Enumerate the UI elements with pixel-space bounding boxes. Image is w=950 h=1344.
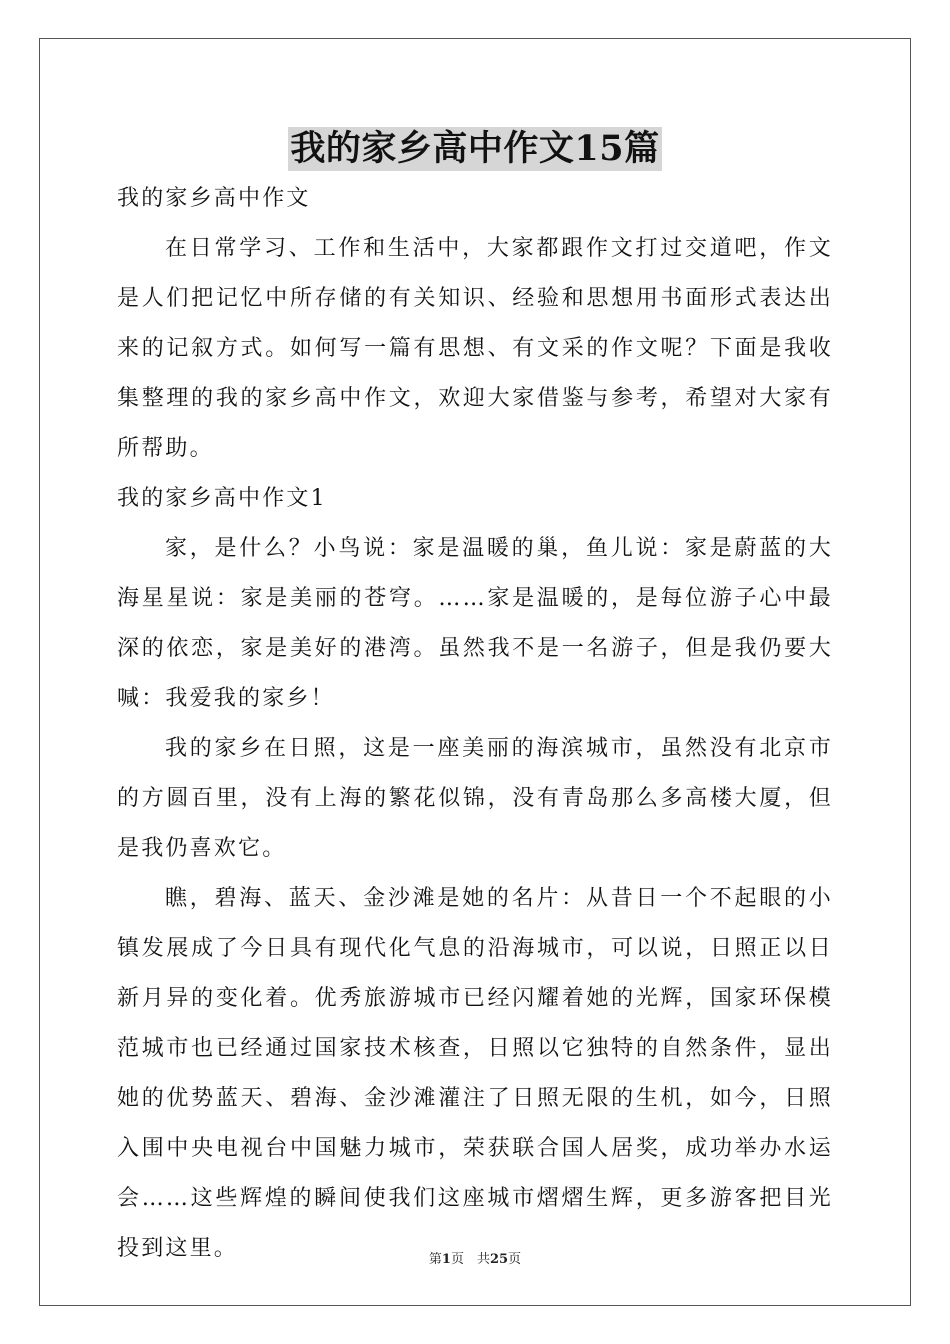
document-body: [117, 174, 833, 1274]
document-title: 我的家乡高中作文15篇: [290, 128, 660, 169]
body-paragraph: 家，是什么？小鸟说：家是温暖的巢，鱼儿说：家是蔚蓝的大海星星说：家是美丽的苍穹。……家是温暖的，是每位游子心中最深的依恋，家是美好的港湾。虽然我不是一名游子，但是我仍要大喊：我爱我的家乡！: [117, 536, 833, 711]
section-heading: 我的家乡高中作文1: [117, 486, 327, 511]
body-paragraph: 瞧，碧海、蓝天、金沙滩是她的名片：从昔日一个不起眼的小镇发展成了今日具有现代化气息的沿海城市，可以说，日照正以日新月异的变化着。优秀旅游城市已经闪耀着她的光辉，国家环保模范城市也已经通过国家技术核查，日照以它独特的自然条件，显出她的优势蓝天、碧海、金沙滩灌注了日照无限的生机，如今，日照入围中央电视台中国魅力城市，荣获联合国人居奖，成功举办水运会……这些辉煌的瞬间使我们这座城市熠熠生辉，更多游客把目光投到这里。: [117, 886, 833, 1261]
intro-paragraph: 在日常学习、工作和生活中，大家都跟作文打过交道吧，作文是人们把记忆中所存储的有关知识、经验和思想用书面形式表达出来的记叙方式。如何写一篇有思想、有文采的作文呢？下面是我收集整理的我的家乡高中作文，欢迎大家借鉴与参考，希望对大家有所帮助。: [117, 236, 833, 461]
page-footer: [0, 1248, 950, 1267]
page-current: 1: [441, 1252, 451, 1267]
document-subtitle: 我的家乡高中作文: [117, 186, 311, 211]
title-wrap: [0, 127, 950, 171]
page-mid: 页 共: [450, 1252, 490, 1267]
page-total: 25: [489, 1252, 509, 1267]
page-suffix: 页: [508, 1252, 522, 1267]
body-paragraph: 我的家乡在日照，这是一座美丽的海滨城市，虽然没有北京市的方圆百里，没有上海的繁花似锦，没有青岛那么多高楼大厦，但是我仍喜欢它。: [117, 736, 833, 861]
page-prefix: 第: [428, 1252, 442, 1267]
